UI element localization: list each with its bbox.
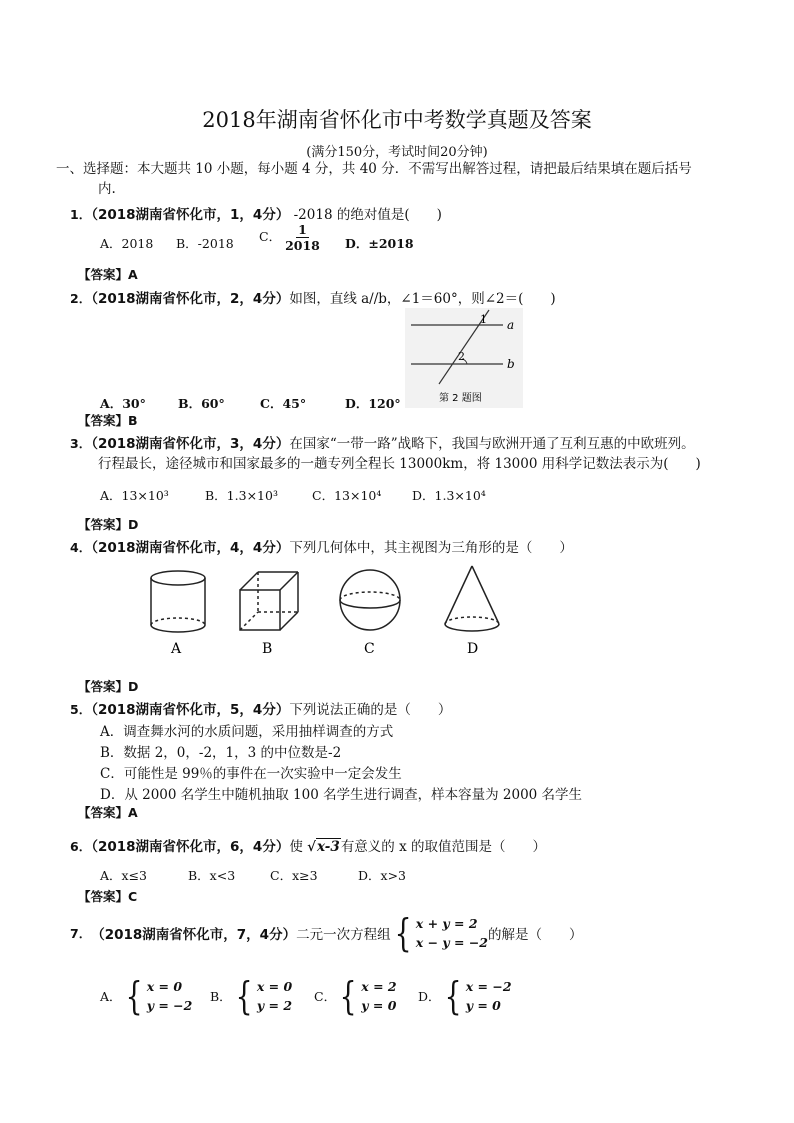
question-4 bbox=[70, 536, 573, 556]
question-1 bbox=[70, 203, 442, 223]
q7-option-a bbox=[100, 974, 193, 1018]
equation-2: x − y = −2 bbox=[415, 935, 489, 950]
line-2: y = −2 bbox=[146, 998, 193, 1013]
line-2: y = 0 bbox=[465, 998, 501, 1013]
brace: { bbox=[444, 974, 462, 1018]
brace: { bbox=[339, 974, 357, 1018]
angle-1-label: 1 bbox=[480, 313, 487, 326]
q6-answer: 【答案】C bbox=[78, 889, 138, 904]
question-number: 6． bbox=[70, 839, 92, 854]
fraction-numerator: 1 bbox=[298, 222, 307, 237]
question-number: 7． bbox=[70, 926, 92, 941]
question-number: 2． bbox=[70, 291, 92, 306]
q1-option-c-fraction bbox=[285, 222, 320, 253]
q3-option-c: C．13×10⁴ bbox=[312, 488, 382, 503]
question-source: （2018湖南省怀化市，6，4分） bbox=[91, 839, 290, 855]
q2-option-c: C．45° bbox=[260, 396, 307, 411]
q3-answer: 【答案】D bbox=[78, 517, 139, 532]
q7-option-b bbox=[210, 974, 293, 1018]
q1-option-c-label: C． bbox=[259, 229, 282, 244]
question-text: -2018 的绝对值是( ) bbox=[289, 207, 442, 223]
radicand: x-3 bbox=[317, 839, 340, 855]
fraction-denominator: 2018 bbox=[285, 238, 320, 253]
solid-label-b: B bbox=[262, 641, 273, 657]
q3-option-b: B．1.3×10³ bbox=[205, 488, 278, 503]
q1-option-b: B．-2018 bbox=[176, 236, 234, 251]
option-system bbox=[441, 974, 512, 1018]
question-text: 下列几何体中，其主视图为三角形的是（ ） bbox=[289, 540, 573, 556]
question-source: （2018湖南省怀化市，1，4分） bbox=[91, 207, 290, 223]
cone-shape bbox=[445, 566, 499, 631]
cylinder-shape bbox=[151, 571, 205, 632]
q2-answer: 【答案】B bbox=[78, 413, 138, 428]
q7-option-c bbox=[314, 974, 397, 1018]
question-3-line2: 行程最长，途径城市和国家最多的一趟专列全程长 13000km，将 13000 用科学记数法表示为( ) bbox=[98, 456, 701, 472]
question-source: （2018湖南省怀化市，7，4分） bbox=[91, 927, 297, 943]
line-2: y = 2 bbox=[256, 998, 293, 1013]
question-number: 4． bbox=[70, 540, 92, 555]
question-text: 下列说法正确的是（ ） bbox=[289, 702, 452, 718]
question-text-post: 的解是（ ） bbox=[488, 927, 583, 943]
q1-option-c bbox=[259, 222, 320, 253]
question-number: 5． bbox=[70, 702, 92, 717]
equation-1: x + y = 2 bbox=[415, 916, 478, 931]
q4-answer: 【答案】D bbox=[78, 679, 139, 694]
question-source: （2018湖南省怀化市，2，4分） bbox=[91, 291, 290, 307]
solid-label-c: C bbox=[364, 641, 375, 657]
line-1: x = −2 bbox=[465, 979, 512, 994]
section-heading-line2: 内. bbox=[98, 181, 116, 197]
q2-option-d: D．120° bbox=[345, 396, 401, 411]
label-a: a bbox=[507, 318, 515, 332]
q6-option-d: D．x>3 bbox=[358, 868, 406, 883]
angle-2-label: 2 bbox=[458, 350, 465, 363]
question-3 bbox=[70, 432, 695, 452]
question-text-post: 有意义的 x 的取值范围是（ ） bbox=[340, 839, 547, 855]
question-text: 如图，直线 a//b，∠1＝60°，则∠2＝( ) bbox=[289, 291, 556, 307]
q2-option-b: B．60° bbox=[178, 396, 225, 411]
brace: { bbox=[394, 911, 412, 955]
parallel-lines-diagram bbox=[405, 308, 523, 408]
question-source: （2018湖南省怀化市，5，4分） bbox=[91, 702, 290, 718]
option-label: D． bbox=[418, 989, 441, 1004]
option-system bbox=[232, 974, 293, 1018]
question-source: （2018湖南省怀化市，3，4分） bbox=[91, 436, 290, 452]
question-text-pre: 二元一次方程组 bbox=[296, 927, 391, 943]
q5-option-c: C．可能性是 99％的事件在一次实验中一定会发生 bbox=[100, 766, 402, 782]
q2-option-a: A．30° bbox=[100, 396, 146, 411]
question-2 bbox=[70, 287, 556, 307]
question-number: 1． bbox=[70, 207, 92, 222]
q1-option-d: D．±2018 bbox=[345, 236, 414, 251]
q6-option-a: A．x≤3 bbox=[100, 868, 148, 883]
q5-answer: 【答案】A bbox=[78, 805, 138, 820]
option-system bbox=[336, 974, 397, 1018]
question-5 bbox=[70, 698, 451, 718]
q7-option-d bbox=[418, 974, 512, 1018]
q1-answer: 【答案】A bbox=[78, 267, 138, 282]
question-7 bbox=[70, 911, 583, 955]
sphere-shape bbox=[340, 570, 400, 630]
geometric-solids bbox=[140, 562, 520, 662]
line-1: x = 2 bbox=[361, 979, 397, 994]
option-label: A． bbox=[100, 989, 122, 1004]
question-text-pre: 使 bbox=[289, 839, 303, 855]
question-number: 3． bbox=[70, 436, 92, 451]
line-2: y = 0 bbox=[361, 998, 397, 1013]
question-text: 在国家“一带一路”战略下，我国与欧洲开通了互利互惠的中欧班列。 bbox=[289, 436, 695, 452]
option-system bbox=[122, 974, 193, 1018]
section-heading-line1: 一、选择题：本大题共 10 小题，每小题 4 分，共 40 分．不需写出解答过程，请把最后结果填在题后括号 bbox=[56, 161, 692, 177]
label-b: b bbox=[507, 357, 515, 371]
brace: { bbox=[235, 974, 253, 1018]
line-1: x = 0 bbox=[256, 979, 293, 994]
figure-caption: 第 2 题图 bbox=[439, 393, 482, 404]
q3-option-a: A．13×10³ bbox=[100, 488, 169, 503]
option-label: C． bbox=[314, 989, 337, 1004]
brace: { bbox=[125, 974, 143, 1018]
radical-sign: √ bbox=[307, 839, 316, 855]
q2-figure bbox=[405, 308, 523, 408]
equation-system bbox=[391, 911, 489, 955]
q1-option-a: A．2018 bbox=[100, 236, 154, 251]
option-label: B． bbox=[210, 989, 232, 1004]
question-6 bbox=[70, 835, 546, 855]
solid-label-a: A bbox=[171, 641, 182, 657]
solid-label-d: D bbox=[467, 641, 479, 657]
q6-option-b: B．x<3 bbox=[188, 868, 236, 883]
q5-option-a: A．调查舞水河的水质问题，采用抽样调查的方式 bbox=[100, 724, 394, 740]
line-1: x = 0 bbox=[146, 979, 183, 994]
question-source: （2018湖南省怀化市，4，4分） bbox=[91, 540, 290, 556]
page-title: 2018年湖南省怀化市中考数学真题及答案 bbox=[202, 108, 592, 132]
page-subtitle: (满分150分，考试时间20分钟) bbox=[306, 145, 488, 160]
q4-solids-figure bbox=[140, 562, 520, 662]
cube-shape bbox=[240, 572, 298, 630]
q5-option-b: B．数据 2，0，-2，1，3 的中位数是-2 bbox=[100, 745, 342, 761]
q5-option-d: D．从 2000 名学生中随机抽取 100 名学生进行调查，样本容量为 2000 名学生 bbox=[100, 787, 583, 803]
q3-option-d: D．1.3×10⁴ bbox=[412, 488, 486, 503]
q6-option-c: C．x≥3 bbox=[270, 868, 318, 883]
